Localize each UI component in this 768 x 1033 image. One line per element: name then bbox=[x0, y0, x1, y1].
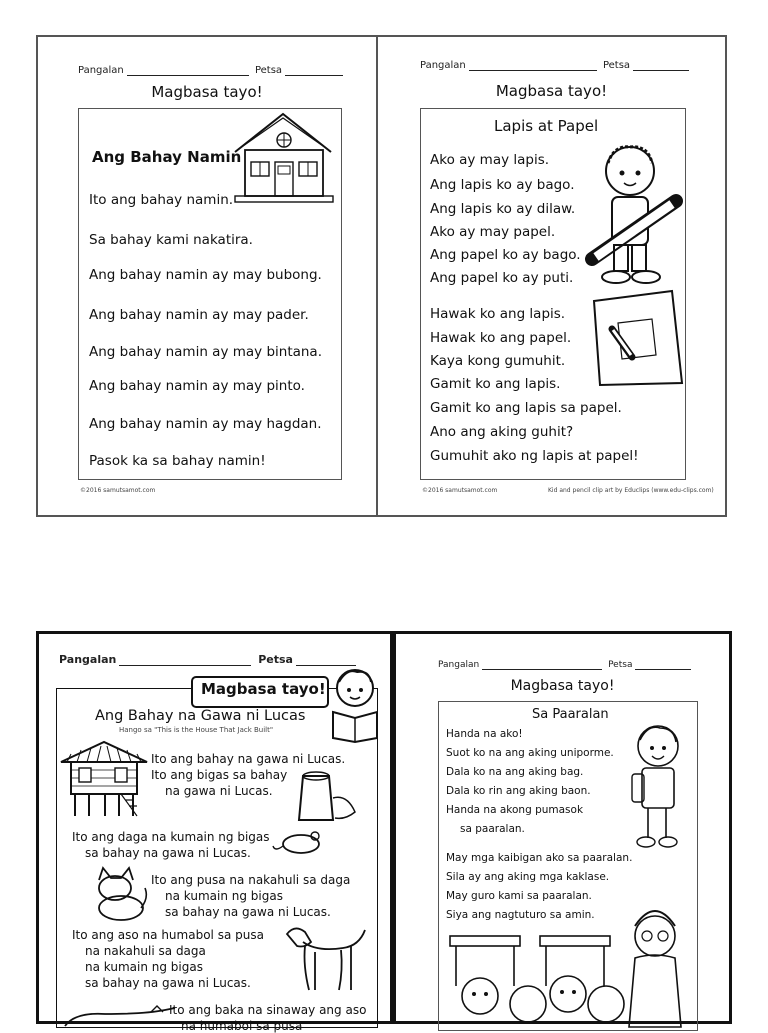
story-line: na kumain ng bigas bbox=[165, 889, 283, 903]
story-line: Ang bahay namin ay may bintana. bbox=[89, 344, 323, 360]
story-line: sa bahay na gawa ni Lucas. bbox=[85, 846, 251, 860]
story-title: Ang Bahay na Gawa ni Lucas bbox=[95, 708, 306, 724]
house-icon bbox=[233, 110, 335, 210]
date-label: Petsa bbox=[602, 60, 631, 71]
worksheet-title: Magbasa tayo! bbox=[201, 680, 326, 698]
story-line: Hawak ko ang lapis. bbox=[430, 306, 566, 322]
cat-icon bbox=[91, 866, 149, 922]
story-line: Ito ang bahay namin. bbox=[89, 192, 234, 208]
story-line: Gamit ko ang lapis sa papel. bbox=[430, 400, 622, 416]
story-line: Hawak ko ang papel. bbox=[430, 330, 572, 346]
story-line: Ang lapis ko ay bago. bbox=[430, 177, 575, 193]
story-line: na humabol sa pusa bbox=[181, 1019, 303, 1033]
name-label: Pangalan bbox=[438, 660, 480, 670]
worksheet-title: Magbasa tayo! bbox=[495, 82, 608, 100]
cow-icon bbox=[59, 1006, 179, 1028]
worksheet-title: Magbasa tayo! bbox=[510, 678, 615, 694]
story-line: May guro kami sa paaralan. bbox=[446, 890, 592, 902]
date-label: Petsa bbox=[258, 653, 293, 666]
story-line: Ito ang bahay na gawa ni Lucas. bbox=[151, 752, 346, 766]
worksheet-title: Magbasa tayo! bbox=[151, 83, 263, 101]
story-line: Ang bahay namin ay may pinto. bbox=[89, 378, 305, 394]
rice-sack-icon bbox=[289, 768, 359, 824]
classroom-icon bbox=[440, 896, 696, 1027]
rat-icon bbox=[271, 828, 327, 858]
worksheet-lapis-at-papel bbox=[376, 35, 727, 517]
story-line: Ang papel ko ay bago. bbox=[430, 247, 581, 263]
dog-icon bbox=[279, 924, 369, 996]
name-label: Pangalan bbox=[78, 65, 124, 76]
story-line: sa bahay na gawa ni Lucas. bbox=[85, 976, 251, 990]
story-line: Ito ang aso na humabol sa pusa bbox=[72, 928, 264, 942]
story-line: Ano ang aking guhit? bbox=[430, 424, 574, 440]
story-line: na gawa ni Lucas. bbox=[165, 784, 273, 798]
worksheet-ang-bahay-namin bbox=[36, 35, 378, 517]
story-line: Gamit ko ang lapis. bbox=[430, 376, 561, 392]
name-date-header bbox=[438, 660, 694, 670]
story-title: Lapis at Papel bbox=[494, 117, 599, 135]
story-line: Ang lapis ko ay dilaw. bbox=[430, 201, 576, 217]
story-line: na kumain ng bigas bbox=[85, 960, 203, 974]
paper-and-pencil-icon bbox=[592, 289, 684, 389]
story-line: Ito ang bigas sa bahay bbox=[151, 768, 288, 782]
name-label: Pangalan bbox=[59, 653, 117, 666]
story-title: Sa Paaralan bbox=[532, 707, 609, 722]
story-line: Dala ko rin ang aking baon. bbox=[446, 785, 591, 797]
story-line: Sa bahay kami nakatira. bbox=[89, 232, 253, 248]
name-label: Pangalan bbox=[420, 60, 466, 71]
story-title: Ang Bahay Namin bbox=[92, 148, 242, 166]
story-line: Pasok ka sa bahay namin! bbox=[89, 453, 266, 469]
story-subtitle: Hango sa "This is the House That Jack Built" bbox=[119, 726, 274, 734]
clipart-credit: Kid and pencil clip art by Educlips (www.edu-clips.com) bbox=[548, 487, 714, 494]
story-line: sa paaralan. bbox=[460, 823, 525, 835]
copyright-footer: ©2016 samutsamot.com bbox=[422, 487, 498, 494]
stilt-house-icon bbox=[59, 740, 149, 820]
story-line: Ang papel ko ay puti. bbox=[430, 270, 574, 286]
story-line: May mga kaibigan ako sa paaralan. bbox=[446, 852, 633, 864]
story-line: Handa na ako! bbox=[446, 728, 523, 740]
story-line: Handa na akong pumasok bbox=[446, 804, 584, 816]
story-line: Suot ko na ang aking uniporme. bbox=[446, 747, 614, 759]
story-line: Ito ang daga na kumain ng bigas bbox=[72, 830, 270, 844]
story-line: Dala ko na ang aking bag. bbox=[446, 766, 584, 778]
story-line: na nakahuli sa daga bbox=[85, 944, 206, 958]
story-line: Kaya kong gumuhit. bbox=[430, 353, 566, 369]
date-label: Petsa bbox=[254, 65, 283, 76]
story-line: sa bahay na gawa ni Lucas. bbox=[165, 905, 331, 919]
worksheet-ang-bahay-na-gawa-ni-lucas bbox=[36, 631, 393, 1033]
story-line: Ito ang pusa na nakahuli sa daga bbox=[151, 873, 351, 887]
name-date-header bbox=[420, 60, 692, 71]
name-date-header bbox=[59, 653, 359, 666]
kid-holding-pencil-icon bbox=[590, 141, 682, 285]
story-line: Sila ay ang aking mga kaklase. bbox=[446, 871, 610, 883]
story-line: Ang bahay namin ay may bubong. bbox=[89, 267, 322, 283]
schoolboy-icon bbox=[628, 722, 692, 852]
worksheet-sa-paaralan bbox=[393, 631, 732, 1024]
name-date-header bbox=[78, 65, 346, 76]
story-line: Gumuhit ako ng lapis at papel! bbox=[430, 448, 639, 464]
story-line: Siya ang nagtuturo sa amin. bbox=[446, 909, 595, 921]
story-line: Ito ang baka na sinaway ang aso bbox=[169, 1003, 367, 1017]
story-line: Ang bahay namin ay may pader. bbox=[89, 307, 309, 323]
story-line: Ako ay may papel. bbox=[430, 224, 556, 240]
date-label: Petsa bbox=[608, 660, 633, 670]
copyright-footer: ©2016 samutsamot.com bbox=[80, 487, 156, 494]
story-line: Ako ay may lapis. bbox=[430, 152, 550, 168]
story-line: Ang bahay namin ay may hagdan. bbox=[89, 416, 322, 432]
reading-boy-icon bbox=[327, 666, 383, 742]
